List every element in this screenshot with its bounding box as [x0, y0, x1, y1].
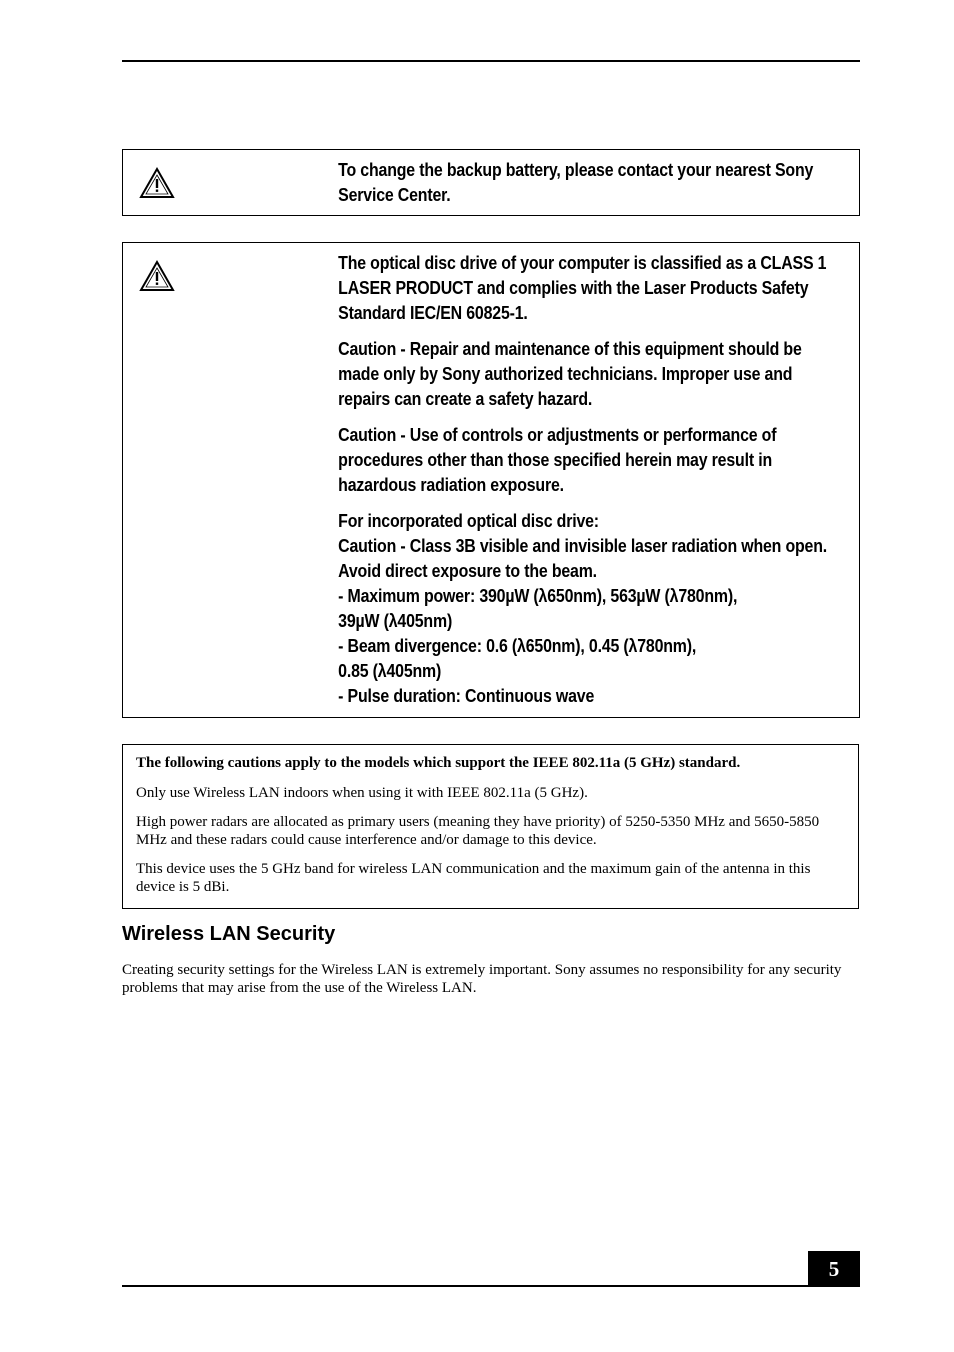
warning-line: 0.85 (λ405nm) [338, 660, 442, 681]
section-title: Wireless LAN Security [122, 923, 336, 945]
warning-line: Caution - Repair and maintenance of this equipment should be [338, 338, 802, 359]
warning-line: Caution - Class 3B visible and invisible laser radiation when open. [338, 535, 828, 556]
warning-line: Avoid direct exposure to the beam. [338, 560, 597, 581]
page-number: 5 [808, 1251, 860, 1287]
wireless-caution-paragraph: This device uses the 5 GHz band for wireless LAN communication and the maximum gain of the antenna in this device is 5 dBi. [136, 861, 811, 895]
warning-line: repairs can create a safety hazard. [338, 388, 593, 409]
warning-line: - Pulse duration: Continuous wave [338, 685, 595, 706]
warning-line: LASER PRODUCT and complies with the Laser Products Safety [338, 277, 809, 298]
warning-line: - Beam divergence: 0.6 (λ650nm), 0.45 (λ780nm), [338, 635, 697, 656]
warning-line: Service Center. [338, 184, 451, 205]
warning-line: Standard IEC/EN 60825-1. [338, 302, 528, 323]
wireless-caution-paragraph: Only use Wireless LAN indoors when using it with IEEE 802.11a (5 GHz). [136, 785, 588, 801]
warning-line: - Maximum power: 390µW (λ650nm), 563µW (λ780nm), [338, 585, 738, 606]
wireless-caution-box [122, 744, 859, 909]
wireless-caution-paragraph: High power radars are allocated as primary users (meaning they have priority) of 5250-5350 MHz and 5650-5850 MHz and these radars could cause interference and/or damage to this device. [136, 814, 820, 848]
backup-battery-warning-text [293, 157, 849, 207]
warning-triangle-icon [139, 260, 175, 292]
laser-warning-text [293, 250, 849, 708]
warning-line: made only by Sony authorized technicians. Improper use and [338, 363, 793, 384]
wireless-caution-heading: The following cautions apply to the models which support the IEEE 802.11a (5 GHz) standard. [136, 755, 741, 771]
footer-rule [122, 1285, 860, 1287]
warning-triangle-icon [139, 167, 175, 199]
warning-line: The optical disc drive of your computer is classified as a CLASS 1 [338, 252, 827, 273]
warning-line: hazardous radiation exposure. [338, 474, 564, 495]
backup-battery-warning-box [122, 149, 860, 216]
section-body: Creating security settings for the Wireless LAN is extremely important. Sony assumes no responsibility for any security problems that may arise from the use of the Wireless LAN. [122, 962, 842, 996]
laser-warning-box [122, 242, 860, 718]
warning-line: To change the backup battery, please contact your nearest Sony [338, 159, 814, 180]
warning-line: 39µW (λ405nm) [338, 610, 453, 631]
warning-line: procedures other than those specified herein may result in [338, 449, 773, 470]
header-rule [122, 60, 860, 62]
warning-line: For incorporated optical disc drive: [338, 510, 599, 531]
warning-line: Caution - Use of controls or adjustments or performance of [338, 424, 777, 445]
